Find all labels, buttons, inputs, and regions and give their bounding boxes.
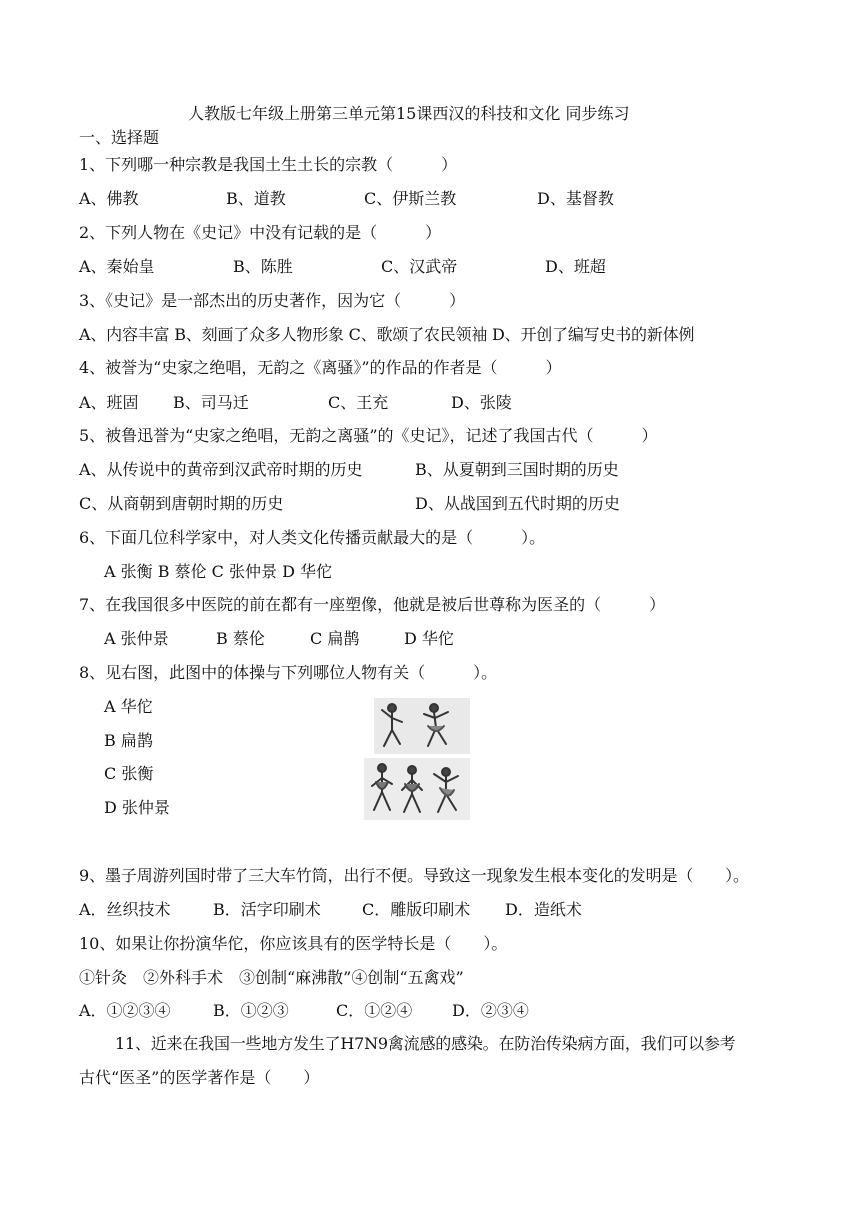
question-8-option-b: B 扁鹊: [104, 731, 153, 750]
question-1-option-d: D、基督教: [537, 189, 614, 208]
question-3-options: A、内容丰富 B、刻画了众多人物形象 C、歌颂了农民领袖 D、开创了编写史书的新体例: [79, 325, 695, 344]
question-2-option-d: D、班超: [545, 257, 606, 276]
question-8-stem: 8、见右图，此图中的体操与下列哪位人物有关（ ）。: [79, 663, 498, 682]
question-10-option-b: B．①②③: [213, 1001, 289, 1020]
question-7-option-a: A 张仲景: [104, 629, 169, 648]
question-9-option-a: A．丝织技术: [79, 900, 171, 919]
question-3-stem: 3、《史记》是一部杰出的历史著作，因为它（ ）: [79, 291, 466, 310]
question-8-option-c: C 张衡: [104, 764, 154, 783]
question-11-stem-line-2: 古代“医圣”的医学著作是（ ）: [79, 1068, 320, 1087]
question-5-stem: 5、被鲁迅誉为“史家之绝唱，无韵之离骚”的《史记》，记述了我国古代（ ）: [79, 426, 658, 445]
question-2-option-c: C、汉武帝: [381, 257, 458, 276]
question-5-option-c: C、从商朝到唐朝时期的历史: [79, 494, 284, 513]
question-7-option-b: B 蔡伦: [216, 629, 265, 648]
question-1-stem: 1、下列哪一种宗教是我国土生土长的宗教（ ）: [79, 155, 458, 174]
question-1-option-c: C、伊斯兰教: [364, 189, 457, 208]
question-10-statements: ①针灸 ②外科手术 ③创制“麻沸散”④创制“五禽戏”: [79, 968, 464, 987]
question-4-option-d: D、张陵: [451, 393, 512, 412]
question-10-option-c: C．①②④: [336, 1001, 413, 1020]
question-4-stem: 4、被誉为“史家之绝唱，无韵之《离骚》”的作品的作者是（ ）: [79, 358, 562, 377]
question-4-option-b: B、司马迁: [173, 393, 249, 412]
question-10-option-d: D．②③④: [452, 1001, 529, 1020]
section-heading: 一、选择题: [79, 128, 160, 147]
question-8-option-a: A 华佗: [104, 697, 153, 716]
question-9-stem: 9、墨子周游列国时带了三大车竹筒，出行不便。导致这一现象发生根本变化的发明是（ ）。: [79, 866, 749, 885]
question-8-option-d: D 张仲景: [104, 798, 170, 817]
question-7-option-d: D 华佗: [404, 629, 454, 648]
question-5-option-a: A、从传说中的黄帝到汉武帝时期的历史: [79, 460, 363, 479]
exercise-figures-image: [362, 696, 472, 822]
question-7-stem: 7、在我国很多中医院的前在都有一座塑像，他就是被后世尊称为医圣的（ ）: [79, 595, 666, 614]
question-2-option-b: B、陈胜: [233, 257, 293, 276]
question-5-option-d: D、从战国到五代时期的历史: [415, 494, 620, 513]
question-9-option-b: B．活字印刷术: [213, 900, 321, 919]
question-9-option-d: D．造纸术: [505, 900, 582, 919]
page-title: 人教版七年级上册第三单元第15课西汉的科技和文化 同步练习: [188, 104, 630, 123]
question-10-stem: 10、如果让你扮演华佗，你应该具有的医学特长是（ ）。: [79, 934, 508, 953]
question-9-option-c: C．雕版印刷术: [362, 900, 471, 919]
question-5-option-b: B、从夏朝到三国时期的历史: [415, 460, 619, 479]
question-4-option-a: A、班固: [79, 393, 139, 412]
question-1-option-b: B、道教: [226, 189, 286, 208]
question-11-stem-line-1: 11、近来在我国一些地方发生了H7N9禽流感的感染。在防治传染病方面，我们可以参考: [115, 1034, 736, 1053]
question-2-stem: 2、下列人物在《史记》中没有记载的是（ ）: [79, 223, 442, 242]
question-4-option-c: C、王充: [328, 393, 389, 412]
question-1-option-a: A、佛教: [79, 189, 139, 208]
question-10-option-a: A．①②③④: [79, 1001, 171, 1020]
question-6-options: A 张衡 B 蔡伦 C 张仲景 D 华佗: [104, 562, 332, 581]
question-6-stem: 6、下面几位科学家中，对人类文化传播贡献最大的是（ ）。: [79, 528, 546, 547]
question-7-option-c: C 扁鹊: [310, 629, 360, 648]
question-2-option-a: A、秦始皇: [79, 257, 155, 276]
